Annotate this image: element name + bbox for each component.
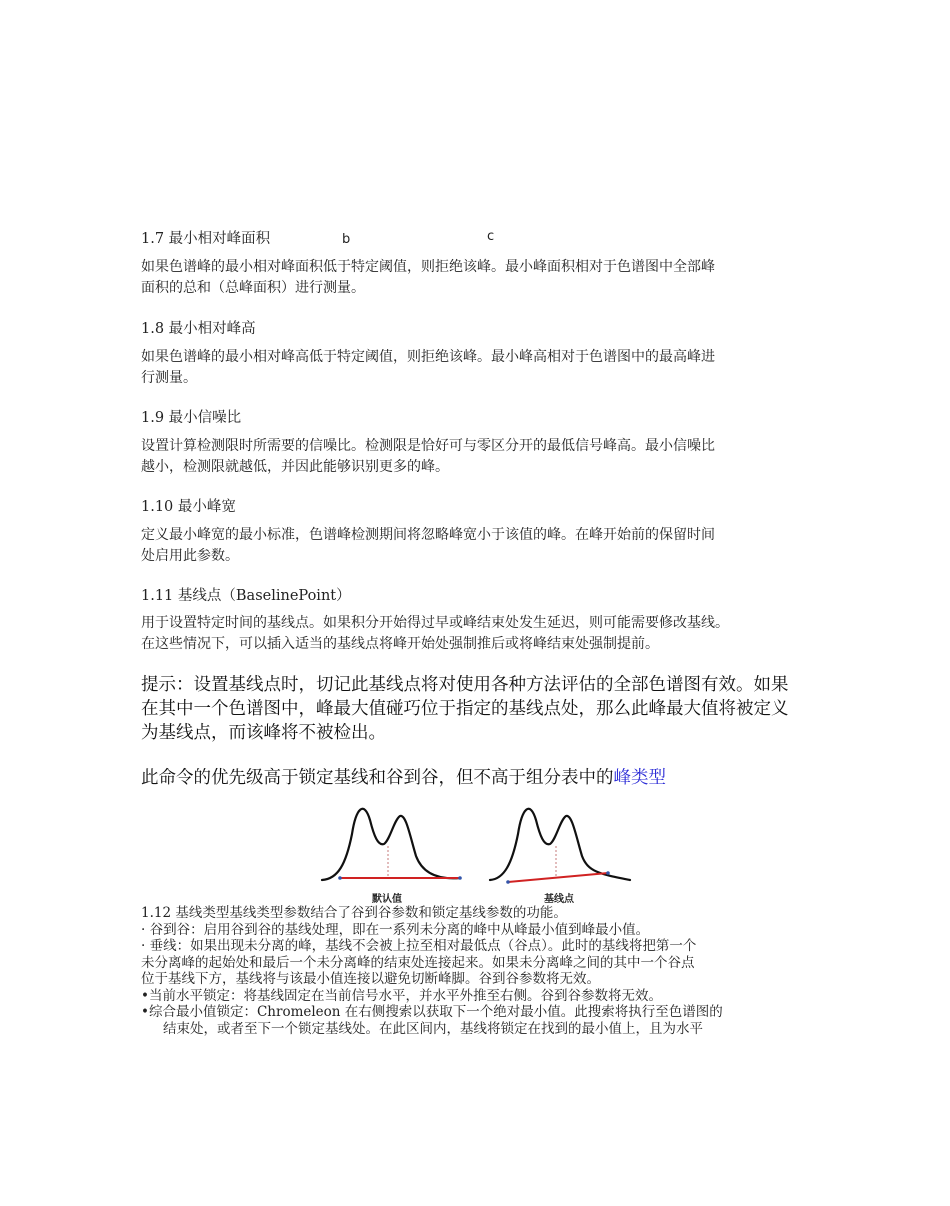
section-heading-1-12: 1.12 基线类型基线类型参数结合了谷到谷参数和锁定基线参数的功能。: [141, 905, 567, 921]
body-line: 用于设置特定时间的基线点。如果积分开始得过早或峰结束处发生延迟，则可能需要修改基线。: [141, 615, 729, 631]
body-line: 定义最小峰宽的最小标准，色谱峰检测期间将忽略峰宽小于该值的峰。在峰开始前的保留时间: [141, 527, 715, 543]
list-item: 位于基线下方，基线将与该最小值连接以避免切断峰脚。谷到谷参数将无效。: [141, 971, 600, 987]
priority-line: [141, 766, 666, 790]
body-line: 在这些情况下，可以插入适当的基线点将峰开始处强制推后或将峰结束处强制提前。: [141, 636, 659, 652]
stray-letter-b: b: [342, 232, 351, 247]
list-item: 未分离峰的起始处和最后一个未分离峰的结束处连接起来。如果未分离峰之间的其中一个谷点: [141, 954, 695, 971]
list-item: · 谷到谷：启用谷到谷的基线处理，即在一系列未分离的峰中从峰最小值到峰最小值。: [141, 921, 650, 938]
default-chromatogram: [322, 809, 462, 880]
stray-letter-c: c: [487, 229, 495, 244]
list-item: •综合最小值锁定：Chromeleon 在右侧搜索以获取下一个绝对最小值。此搜索将执行至色谱图的: [141, 1004, 723, 1020]
tip-paragraph: [141, 673, 789, 745]
caption-baseline-point: 基线点: [544, 894, 574, 905]
body-line: 越小，检测限就越低，并因此能够识别更多的峰。: [141, 459, 449, 475]
body-line: 如果色谱峰的最小相对峰面积低于特定阈值，则拒绝该峰。最小峰面积相对于色谱图中全部峰: [141, 259, 715, 275]
priority-text: 此命令的优先级高于锁定基线和谷到谷，但不高于组分表中的: [141, 768, 614, 788]
section-1-12: [141, 905, 723, 1037]
body-line: 处启用此参数。: [141, 548, 239, 564]
chromatogram-illustration: [318, 794, 640, 906]
caption-default: 默认值: [372, 894, 402, 905]
peak-type-link[interactable]: 峰类型: [613, 768, 666, 788]
section-body-1-9: [141, 436, 715, 478]
list-item: •当前水平锁定：将基线固定在当前信号水平，并水平外推至右侧。谷到谷参数将无效。: [141, 987, 662, 1004]
section-heading-1-9: 1.9 最小信噪比: [141, 410, 242, 426]
list-item: 结束处，或者至下一个锁定基线处。在此区间内，基线将锁定在找到的最小值上，且为水平: [163, 1020, 703, 1037]
tip-line: 提示：设置基线点时，切记此基线点将对使用各种方法评估的全部色谱图有效。如果: [141, 675, 789, 695]
section-body-1-7: [141, 257, 715, 299]
body-line: 如果色谱峰的最小相对峰高低于特定阈值，则拒绝该峰。最小峰高相对于色谱图中的最高峰进: [141, 349, 715, 365]
section-heading-1-10: 1.10 最小峰宽: [141, 499, 236, 515]
list-item: · 垂线：如果出现未分离的峰，基线不会被上拉至相对最低点（谷点）。此时的基线将把第一个: [141, 938, 697, 954]
section-heading-1-7: 1.7 最小相对峰面积: [141, 231, 271, 247]
tip-line: 在其中一个色谱图中，峰最大值碰巧位于指定的基线点处，那么此峰最大值将被定义: [141, 699, 789, 719]
section-heading-1-11: 1.11 基线点（BaselinePoint）: [141, 588, 351, 604]
baseline-figure: [318, 794, 640, 906]
section-body-1-8: [141, 347, 715, 389]
tip-line: 为基线点，而该峰将不被检出。: [141, 723, 386, 743]
section-heading-1-8: 1.8 最小相对峰高: [141, 321, 256, 337]
section-body-1-10: [141, 525, 715, 567]
body-line: 设置计算检测限时所需要的信噪比。检测限是恰好可与零区分开的最低信号峰高。最小信噪比: [141, 438, 715, 454]
body-line: 面积的总和（总峰面积）进行测量。: [141, 280, 365, 296]
baseline-point-chromatogram: [490, 809, 630, 884]
body-line: 行测量。: [141, 370, 197, 386]
section-body-1-11: [141, 613, 729, 655]
